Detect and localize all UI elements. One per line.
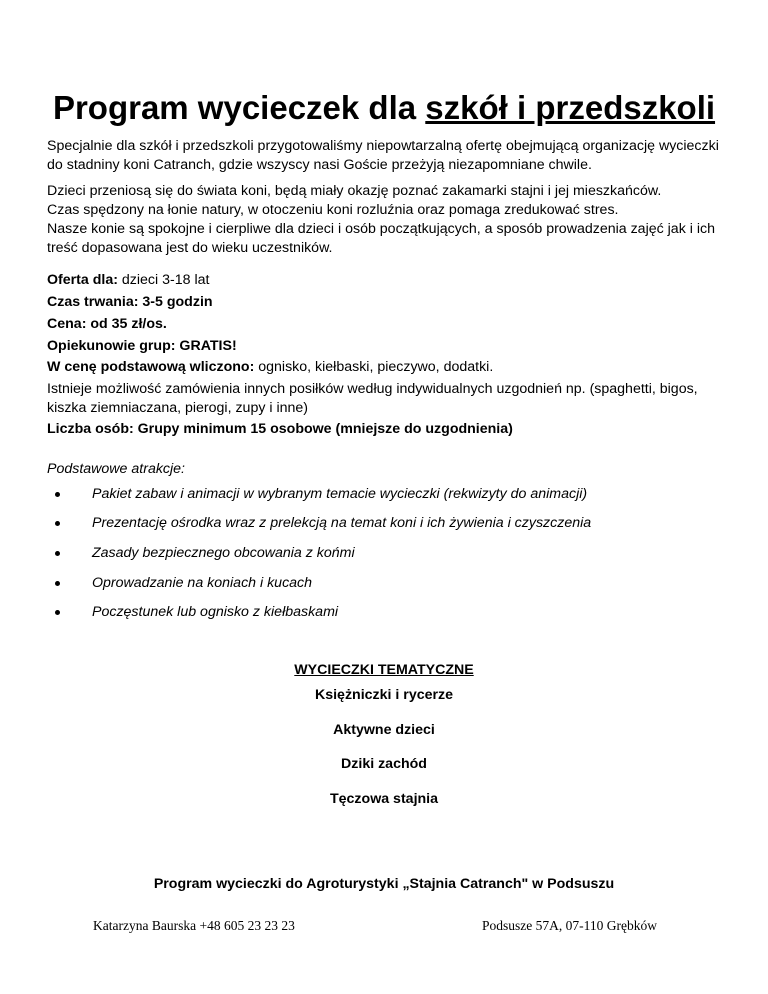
intro-line-3: Nasze konie są spokojne i cierpliwe dla dzieci i osób początkujących, a sposób prowadzenia zajęć jak i ich treść dopasowana jest do wieku uczestników.	[47, 221, 715, 256]
footer-address: Podsusze 57A, 07-110 Grębków	[482, 918, 657, 933]
intro-line-2: Czas spędzony na łonie natury, w otoczeniu koni rozluźnia oraz pomaga zredukować stres.	[47, 202, 619, 218]
attractions-heading: Podstawowe atrakcje:	[47, 461, 186, 477]
bullet-icon	[55, 610, 60, 615]
document-page: Program wycieczek dla szkół i przedszkoli Specjalnie dla szkół i przedszkoli przygotowaliśmy niepowtarzalną ofertę obejmującą organizację wycieczki do stadniny koni Catranch, gdzie wszyscy nasi Goście przeżyją niezapomniane chwile. Dzieci przeniosą się do świata koni, będą miały okazję poznać zakamarki stajni i jej mieszkańców. Czas spędzony na łonie natury, w otoczeniu koni rozluźnia oraz pomaga zredukować stres. Nasze konie są spokojne i cierpliwe dla dzieci i osób początkujących, a sposób prowadzenia zajęć jak i ich treść dopasowana jest do wieku uczestników. Oferta dla: dzieci 3-18 lat Czas trwania: 3-5 godzin Cena: od 35 zł/os. Opiekunowie grup: GRATIS! W cenę podstawową wliczono: ognisko, kiełbaski, pieczywo, dodatki. Istnieje możliwość zamówienia innych posiłków według indywidualnych uzgodnień np. (spaghetti, bigos, kiszka ziemniaczana, pierogi, zupy i inne) Liczba osób: Grupy minimum 15 osobowe (mniejsze do uzgodnienia) Podstawowe atrakcje: Pakiet zabaw i animacji w wybranym temacie wycieczki (rekwizyty do animacji) Prezentację ośrodka wraz z prelekcją na temat koni i ich żywienia i czyszczenia Zasady bezpiecznego obcowania z końmi Oprowadzanie na koniach i kucach Poczęstunek lub ognisko z kiełbaskami WYCIECZKI TEMATYCZNE Księżniczki i rycerze Aktywne dzieci Dziki zachód Tęczowa stajnia Program wycieczki do Agroturystyki „Stajnia Catranch" w Podsuszu Katarzyna Baurska +48 605 23 23 23 Podsusze 57A, 07-110 Grębków	[0, 0, 768, 994]
offer-included-label: W cenę podstawową wliczono:	[47, 359, 255, 375]
footer-contact: Katarzyna Baurska +48 605 23 23 23	[93, 918, 295, 933]
theme-item: Tęczowa stajnia	[329, 791, 439, 807]
theme-item: Aktywne dzieci	[333, 722, 435, 738]
offer-included-value: ognisko, kiełbaski, pieczywo, dodatki.	[254, 359, 494, 375]
offer-price: Cena: od 35 zł/os.	[47, 316, 167, 332]
intro-line-1: Dzieci przeniosą się do świata koni, będą miały okazję poznać zakamarki stajni i jej mieszkańców.	[47, 183, 662, 199]
page-title	[0, 88, 768, 128]
offer-group-size: Liczba osób: Grupy minimum 15 osobowe (mniejsze do uzgodnienia)	[47, 421, 513, 437]
offer-included	[47, 358, 737, 377]
bullet-icon	[55, 492, 60, 497]
intro-paragraph-1: Specjalnie dla szkół i przedszkoli przygotowaliśmy niepowtarzalną ofertę obejmującą organizację wycieczki do stadniny koni Catranch, gdzie wszyscy nasi Goście przeżyją niezapomniane chwile.	[47, 138, 719, 173]
theme-item: Księżniczki i rycerze	[314, 687, 453, 703]
page-title-part2: szkół i przedszkoli	[425, 89, 716, 126]
offer-duration: Czas trwania: 3-5 godzin	[47, 294, 213, 310]
page-title-part1: Program wycieczek dla	[52, 89, 426, 126]
offer-for	[47, 271, 737, 290]
theme-item: Dziki zachód	[341, 756, 427, 772]
bullet-icon	[55, 521, 60, 526]
footer-program: Program wycieczki do Agroturystyki „Stajnia Catranch" w Podsuszu	[153, 876, 615, 892]
offer-guardians: Opiekunowie grup: GRATIS!	[47, 338, 237, 354]
offer-for-label: Oferta dla:	[47, 272, 118, 288]
themes-heading: WYCIECZKI TEMATYCZNE	[294, 662, 474, 678]
intro-paragraph-2	[47, 182, 737, 258]
bullet-icon	[55, 551, 60, 556]
offer-for-value: dzieci 3-18 lat	[117, 272, 210, 288]
bullet-icon	[55, 581, 60, 586]
offer-meals: Istnieje możliwość zamówienia innych posiłków według indywidualnych uzgodnień np. (spaghetti, bigos, kiszka ziemniaczana, pierogi, zupy i inne)	[47, 381, 698, 416]
